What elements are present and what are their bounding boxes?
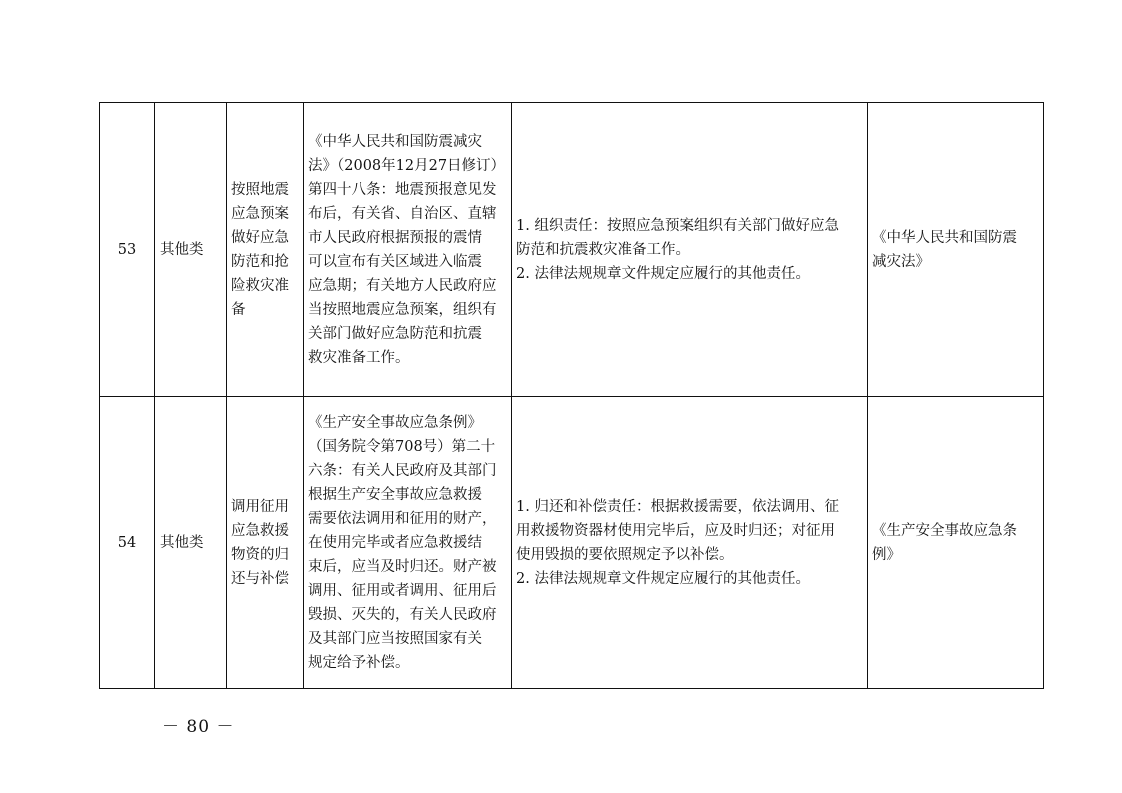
item-line: 做好应急: [231, 229, 289, 246]
item-line: 物资的归: [231, 546, 289, 563]
responsibility-line: 2. 法律法规规章文件规定应履行的其他责任。: [516, 265, 810, 282]
basis-line: 市人民政府根据预报的震情: [308, 229, 482, 246]
basis-line: 可以宣布有关区域进入临震: [308, 253, 482, 270]
basis-line: 救灾准备工作。: [308, 349, 410, 366]
basis-line: 《中华人民共和国防震减灾: [308, 133, 482, 150]
basis-line: 关部门做好应急防范和抗震: [308, 325, 482, 342]
row-number-cell: 54: [100, 397, 155, 689]
basis-line: 第四十八条：地震预报意见发: [308, 181, 497, 198]
reference-line: 例》: [872, 546, 901, 563]
reference-line: 减灾法》: [872, 253, 930, 270]
legal-basis-cell: [304, 103, 512, 397]
reference-line: 《生产安全事故应急条: [872, 522, 1017, 539]
reference-cell: [868, 103, 1044, 397]
item-line: 按照地震: [231, 181, 289, 198]
basis-line: 《生产安全事故应急条例》: [308, 414, 482, 431]
row-number-cell: 53: [100, 103, 155, 397]
basis-line: 及其部门应当按照国家有关: [308, 630, 482, 647]
responsibility-cell: [512, 397, 868, 689]
reference-cell: [868, 397, 1044, 689]
basis-line: 法》（2008年12月27日修订）: [308, 157, 506, 174]
table-row: [100, 397, 1044, 689]
basis-line: 调用、征用或者调用、征用后: [308, 582, 497, 599]
responsibility-cell: [512, 103, 868, 397]
responsibility-line: 1. 组织责任：按照应急预案组织有关部门做好应急: [516, 217, 839, 234]
basis-line: 应急期；有关地方人民政府应: [308, 277, 497, 294]
basis-line: 需要依法调用和征用的财产，: [308, 510, 497, 527]
item-line: 还与补偿: [231, 570, 289, 587]
responsibility-line: 用救援物资器材使用完毕后，应及时归还；对征用: [516, 522, 835, 539]
responsibility-table: [99, 102, 1044, 689]
responsibility-line: 防范和抗震救灾准备工作。: [516, 241, 690, 258]
responsibility-line: 2. 法律法规规章文件规定应履行的其他责任。: [516, 570, 810, 587]
item-line: 备: [231, 301, 246, 318]
page-number: － 80 －: [162, 717, 235, 737]
responsibility-line: 1. 归还和补偿责任：根据救援需要，依法调用、征: [516, 498, 839, 515]
basis-line: 六条：有关人民政府及其部门: [308, 462, 497, 479]
category-cell: 其他类: [155, 103, 227, 397]
basis-line: 当按照地震应急预案，组织有: [308, 301, 497, 318]
responsibility-line: 使用毁损的要依照规定予以补偿。: [516, 546, 734, 563]
item-line: 应急救援: [231, 522, 289, 539]
basis-line: 布后，有关省、自治区、直辖: [308, 205, 497, 222]
item-line: 险救灾准: [231, 277, 289, 294]
basis-line: 规定给予补偿。: [308, 654, 410, 671]
category-cell: 其他类: [155, 397, 227, 689]
basis-line: 束后，应当及时归还。财产被: [308, 558, 497, 575]
item-name-cell: [227, 103, 304, 397]
legal-basis-cell: [304, 397, 512, 689]
item-line: 应急预案: [231, 205, 289, 222]
item-line: 调用征用: [231, 498, 289, 515]
basis-line: 在使用完毕或者应急救援结: [308, 534, 482, 551]
basis-line: 毁损、灭失的，有关人民政府: [308, 606, 497, 623]
basis-line: 根据生产安全事故应急救援: [308, 486, 482, 503]
basis-line: （国务院令第708号）第二十: [308, 438, 496, 455]
item-line: 防范和抢: [231, 253, 289, 270]
item-name-cell: [227, 397, 304, 689]
table-row: [100, 103, 1044, 397]
reference-line: 《中华人民共和国防震: [872, 229, 1017, 246]
